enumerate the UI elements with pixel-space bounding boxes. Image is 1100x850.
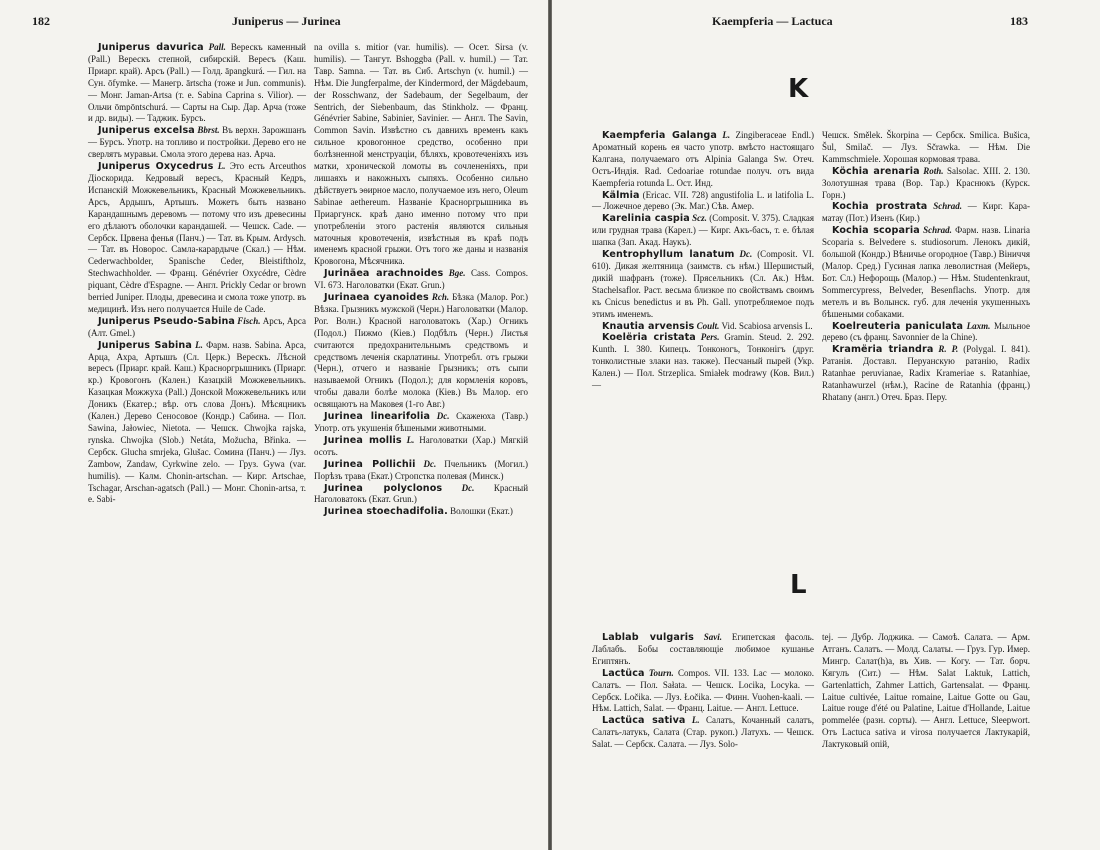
entry-headword: Lactüca bbox=[602, 667, 645, 679]
entry-text: tej. — Дубр. Лоджика. — Самоѣ. Салата. — Арм. Атганъ. Салатъ. — Молд. Салаты. — Груз. Гур. Имер. Мингр. Салат(h)a, въ Хив. — Когу. — Тат. борч. Кягулъ (Сит.) — Нѣм. Salat Laktuk, Lattich, Gartenlattich, Zahmer Lattich, Gartensalat. — Франц. Laitue cultivée, Laitue romaine, Laitue Gotte ou Gau, Laitue rouge d'été ou Palatine, Laitue d'Hollande, Laitue pommelée (разн. сорты). — Англ. Lettuce, Sleepwort. Отъ Lactuca sativa и virosa получается Лактукарій, Лактуковый опій, bbox=[822, 632, 1030, 750]
entry-author: Schrad. bbox=[933, 201, 962, 212]
dictionary-entry bbox=[314, 268, 528, 292]
entry-text: Пчельникъ (Могил.) Порѣзъ трава (Екат.) Стропстка полевая (Минск.) bbox=[314, 458, 529, 481]
entry-headword: Juniperus Pseudo-Sabina bbox=[98, 315, 235, 327]
dictionary-entry bbox=[314, 483, 528, 507]
entry-text: Чешск. Smělek. Škorpina — Сербск. Smilica. Bušica, Šul, Smilač. — Луз. Sčrawka. — Нѣм. Die Kammschmiele. Хорошая кормовая трава. bbox=[822, 130, 1030, 164]
dictionary-entry bbox=[88, 125, 306, 161]
entry-headword: Knautia arvensis bbox=[602, 320, 695, 332]
dictionary-entry bbox=[88, 316, 306, 340]
dictionary-entry bbox=[88, 340, 306, 507]
entry-author: Bbrst. bbox=[197, 125, 220, 136]
entry-headword: Jurinea stoechadifolia. bbox=[324, 506, 448, 518]
entry-author: Savi. bbox=[703, 632, 723, 642]
left-page bbox=[0, 0, 548, 850]
dictionary-entry bbox=[592, 715, 814, 751]
entry-text: Арсъ, Арса (Алт. Gmel.) bbox=[88, 315, 307, 338]
dictionary-entry bbox=[822, 632, 1030, 751]
section-letter-k: K bbox=[788, 74, 809, 104]
dictionary-entry bbox=[822, 201, 1030, 225]
entry-headword: Kochia prostrata bbox=[832, 201, 928, 213]
entry-author: Coult. bbox=[696, 320, 720, 331]
entry-text: (Ericac. VII. 728) angustifolia L. и latifolia L. — Ложечное дерево (Эк. Маг.) Сѣв. Амер. bbox=[592, 189, 814, 212]
running-head-right: Kaempferia — Lactuca bbox=[712, 14, 833, 28]
dictionary-entry bbox=[314, 459, 528, 483]
entry-author: L. bbox=[722, 130, 731, 140]
entry-headword: Kaempferia Galanga bbox=[602, 130, 717, 141]
dictionary-entry bbox=[592, 190, 814, 214]
entry-author: Dc. bbox=[436, 411, 450, 422]
right-page bbox=[552, 0, 1100, 850]
entry-text: Фарм. назв. Linaria Scoparia s. Belvedere s. studiosorum. Ленокъ дикій, большой (Кондр.) Вѣничье огородное (Тавр.) Віниччя (Малор. Сред.) Гусиная лапка леволистная (Мейеръ, Бот. Сл.) Нефорощь (Малор.) — Нѣм. Studentenkraut, Sommercypress, Belveder, Besenflachs. Употр. для метелъ и въ Волынск. губ. для леченія укушенныхъ бѣшеными собаками. bbox=[822, 225, 1030, 319]
entry-author: L. bbox=[691, 715, 700, 726]
entry-headword: Juniperus davurica bbox=[98, 42, 204, 53]
entry-headword: Juniperus Oxycedrus bbox=[98, 161, 214, 173]
dictionary-entry bbox=[822, 166, 1030, 202]
entry-text: Gramin. Steud. 2. 292. Kunth. I. 380. Кипецъ. Тонконогъ, Тонконігъ (друг. тонколистные злаки наз. также). Песчаный пырей (Укр. Кален.) — Пол. Strzeplica. Smiałek modrawy (Ков. Вил.) — bbox=[592, 332, 815, 391]
entry-headword: Kentrophyllum lanatum bbox=[602, 249, 735, 261]
entry-author: Laxm. bbox=[966, 320, 991, 331]
entry-text: na ovilla s. mitior (var. humilis). — Осет. Sirsa (v. humilis). — Тангут. Bshoggba (Pall. v. humil.) — Тат. Тавр. Samna. — Тат. въ Сиб. Artschyn (v. humil.) — Нѣм. Die Jungferpalme, der Kindermord, der Mägdebaum, der Rosschwanz, der Sadebaum, der Segelbaum, der Sentrich, der Siebenbaum, das Stinkholz. — Франц. Génévrier Sabine, Sabinier, Savinier. — Англ. The Savin, Common Savin. Извѣстно съ давнихъ временъ какъ сильное кровогонное средство, особенно при болѣзненной менструаціи, бѣляхъ, кровотеченіяхъ изъ матки, хронической ломоты въ сочлененіяхъ, при лишаяхъ и накожныхъ сыпяхъ. Особенно сильно дѣйствуетъ эѳирное масло, получаемое изъ него, Oleum Sabinae aethereum. Названіе Красноргрышника въ Приаргунск. краѣ дано именно потому что при употребленіи этого растенія являются сильныя маточныя кровотеченія, извѣстныя въ краѣ подъ именемъ красной грыжи. Отъ того же даны и названія Кровогона, Мѣсячника. bbox=[314, 42, 528, 267]
dictionary-entry bbox=[592, 213, 814, 249]
entry-text: Волошки (Екат.) bbox=[450, 506, 513, 517]
dictionary-entry bbox=[592, 632, 814, 668]
entry-text: Египетская фасоль. Лаблабъ. Бобы составляющіе любимое кушанье Египтянъ. bbox=[592, 632, 815, 666]
entry-text: Въ верхн. Зарожшанъ — Бурсъ. Употр. на топливо и постройки. Дерево его не сверлятъ муравьи. Смола этого дерева наз. Арча. bbox=[88, 125, 307, 160]
dictionary-entry bbox=[592, 130, 814, 190]
entry-headword: Köchia arenaria bbox=[832, 165, 920, 177]
dictionary-entry bbox=[822, 130, 1030, 166]
entry-text: Наголоватки (Хар.) Мягкій осотъ. bbox=[314, 434, 529, 457]
entry-author: Bge. bbox=[448, 268, 466, 279]
entry-headword: Jurinäea arachnoides bbox=[324, 268, 444, 280]
entry-headword: Jurinea linearifolia bbox=[324, 411, 431, 423]
dictionary-entry bbox=[822, 344, 1030, 404]
entry-headword: Koelreuteria paniculata bbox=[832, 320, 964, 332]
entry-headword: Kramëria triandra bbox=[832, 344, 934, 356]
dictionary-entry bbox=[88, 161, 306, 316]
entry-headword: Kochia scoparia bbox=[832, 225, 920, 237]
entry-author: Dc. bbox=[423, 458, 437, 469]
entry-author: Fisch. bbox=[237, 315, 261, 326]
entry-text: (Composit. V. 375). Сладкая или грудная трава (Карел.) — Кирг. Акъ-басъ, т. е. бѣлая шапка (Зап. Акад. Наукъ). bbox=[592, 213, 815, 248]
entry-author: L. bbox=[406, 434, 415, 445]
dictionary-entry bbox=[314, 292, 528, 411]
entry-text: — Кирг. Кара-матау (Пот.) Изенъ (Кир.) bbox=[822, 201, 1031, 224]
dictionary-entry bbox=[314, 506, 528, 518]
k-column-2 bbox=[822, 130, 1030, 404]
entry-text: Салатъ, Кочанный салатъ, Салатъ-латукъ, Салата (Стар. рукоп.) Латухъ. — Чешск. Salat. — Сербск. Салата. — Луз. Solo- bbox=[592, 715, 815, 750]
dictionary-entry bbox=[592, 332, 814, 392]
dictionary-entry bbox=[314, 411, 528, 435]
entry-text: Compos. VII. 133. Lac — молоко. Салатъ. — Пол. Sałata. — Чешск. Locika, Locyka. — Сербск. Ločika. — Луз. Łočika. — Финн. Vuohen-kaali. — Нѣм. Lattich, Salat. — Франц. Laitue. — Англ. Lettuce. bbox=[592, 667, 815, 714]
entry-author: Rch. bbox=[431, 292, 450, 303]
left-column-1 bbox=[88, 42, 306, 506]
entry-headword: Lactüca sativa bbox=[602, 715, 686, 727]
k-column-1 bbox=[592, 130, 814, 392]
entry-headword: Jurinea mollis bbox=[324, 434, 402, 446]
l-column-1 bbox=[592, 632, 814, 751]
page-number-left: 182 bbox=[32, 14, 50, 28]
entry-text: Это есть Arceuthos Діоскорида. Кедровый вересъ, Красный Кедръ, Испанскій Можжевельникъ, Красный Можжевельникъ. Арсъ, Ардышъ, Артышъ. Можетъ быть названо Карандашнымъ деревомъ — потому что изъ древесины его дѣлаютъ оболочки карандашей. — Чешск. Cade. — Сербск. Црвена фенья (Панч.) — Тат. въ Крым. Ardysch. — Тат. въ Новорос. Самла-карардыче (Скал.) — Нѣм. Cederwachbolder, Spanische Ceder, Bleistiftholz, Stechwachholder. — Франц. Génévrier Oxycédre, Cèdre piquant, Cèdre d'Espagne. — Англ. Prickly Cedar or brown berried Juniper. Плоды, древесина и смола тоже употр. въ медицинѣ. Изъ него получается Huile de Cade. bbox=[88, 161, 307, 314]
entry-headword: Karelinia caspia bbox=[602, 213, 690, 225]
entry-text: Скажеюха (Тавр.) Употр. отъ укушенія бѣшеными животными. bbox=[314, 411, 529, 433]
dictionary-entry bbox=[822, 225, 1030, 320]
entry-text: Красный Наголоватокъ (Екат. Grun.) bbox=[314, 482, 529, 505]
entry-text: (Composit. VI. 610). Дикая желтяница (заимств. съ нѣм.) Шершистый, дикій шафранъ (тоже). Прясельникъ (Сл. Ак.) Нѣм. Stachelsaflor. Раст. весьма близкое по свойствамъ своимъ къ Cnicus benedictus и въ Ph. Gall. употребляемое подъ этимъ именемъ. bbox=[592, 249, 814, 319]
entry-headword: Jurinea polyclonos bbox=[324, 482, 443, 494]
entry-author: Schrad. bbox=[923, 225, 952, 236]
l-column-2 bbox=[822, 632, 1030, 751]
dictionary-entry bbox=[822, 321, 1030, 345]
entry-text: (Polygal. I. 841). Ратанія. Доставл. Перуанскую ратанію, Radix Ratanhae peruvianae, Radix Krameriae s. Ratanhiae, Ratanhawurzel (нѣм.), Racine de Ratanhia (франц.) Rhatany (англ.) Отеч. Браз. Перу. bbox=[822, 344, 1030, 402]
entry-headword: Lablab vulgaris bbox=[602, 632, 694, 643]
page-number-right: 183 bbox=[1010, 14, 1028, 28]
entry-text: Zingiberaceae Endl.) Ароматный корень ея часто употр. вмѣсто настоящаго Калгана, получаемаго отъ Alpinia Galanga Sw. Отеч. Остъ-Индія. Rad. Cedoariae rotundae получ. отъ вида Kaempferia rotunda L. Ост. Инд. bbox=[592, 130, 815, 188]
entry-text: Фарм. назв. Sabina. Арса, Арца, Ахра, Артышъ (Сл. Церк.) Верескъ. Лѣсной вересъ (Приарг. край. Каш.) Красноргрышникъ (Приарг. кр.) Кровогонъ (Кален.) Казацкій Можжевельникъ. Казацкая Можжуха (Pall.) Донской Можжевельникъ или Доникъ (Екатер.; вѣр. отъ слова Донъ). Мѣсяцникъ (Кален.) Дерево Сеносовое (Кондр.) Сабина. — Пол. Sawina, Jałowiec, Nietota. — Чешск. Chwojka rajska, rynska. Chwojka (Slob.) Netáta, Možucha, Břinka. — Сербск. Glucha smrjeka, Glušac. Сомина (Панч.) — Луз. Zambow, Zandaw, Cyrkwine zelo. — Груз. Gywa (var. humilis). — Калм. Chonin-artschan. — Кирг. Artschae, Tschagar, Arschan-agatsch (Pall.) — Монг. Chonin-artsa, т. е. Sabi- bbox=[88, 339, 307, 505]
entry-headword: Koelëria cristata bbox=[602, 332, 696, 344]
entry-text: Верескъ каменный (Pall.) Верескъ степной, сибирскій. Вересъ (Каш. Приарг. край). Арсъ (Pall.) — Голд. āpangkurá. — Гил. на Сун. ōfymke. — Манегр. ārtscha (тоже и Jun. communis). — Монг. Jaman-Artsa (т. е. Sabina Caprina s. Vilior). — Ольчи ōmpōntschurá. — Сарты на Сыр. Дар. Арча (тоже и др. виды). — Таджик. Бурсъ. bbox=[88, 42, 306, 124]
entry-headword: Kälmia bbox=[602, 189, 640, 201]
section-letter-l: L bbox=[790, 570, 807, 600]
entry-author: L. bbox=[195, 339, 203, 350]
entry-author: Scz. bbox=[692, 213, 707, 224]
entry-headword: Jurinea Pollichii bbox=[324, 458, 416, 470]
entry-text: Vid. Scabiosa arvensis L. bbox=[721, 320, 813, 331]
dictionary-entry bbox=[314, 42, 528, 268]
dictionary-entry bbox=[314, 435, 528, 459]
left-column-2 bbox=[314, 42, 528, 518]
running-head-left: Juniperus — Jurinea bbox=[232, 14, 341, 28]
entry-headword: Juniperus excelsa bbox=[98, 125, 195, 137]
entry-text: Cass. Compos. VI. 673. Наголоватки (Екат. Grun.) bbox=[314, 268, 528, 291]
entry-text: Бѣзка (Малор. Рог.) Вѣзка. Грызникъ мужской (Черн.) Наголоватки (Малор. Рог. Волн.) Красной наголоватокъ (Хар.) Огникъ (Подол.) Пижмо (Кіев.) Подбѣлъ (Черн.) Листья считаются предохранительнымъ средствомъ и средствомъ леченія скарлатины. Употребл. отъ грыжи (Черн.), отчего и названіе Грызникъ; отъ сыпи называемой Огникъ (Подол.); для кормленія коровъ, чтобы давали болѣе молока (Кіев.) Въ Малор. его освящаютъ на Маковея (1-го Авг.) bbox=[314, 292, 528, 410]
dictionary-entry bbox=[592, 668, 814, 716]
entry-author: Tourn. bbox=[648, 667, 674, 678]
entry-text: Salsolac. XIII. 2. 130. Золотушная трава (Вор. Тар.) Краснюкъ (Курск. Горн.) bbox=[822, 165, 1030, 200]
dictionary-entry bbox=[88, 42, 306, 125]
entry-text: Мыльное дерево (съ франц. Savonnier de la Chine). bbox=[822, 320, 1031, 343]
entry-author: R. P. bbox=[938, 344, 959, 355]
entry-author: Pall. bbox=[208, 42, 226, 52]
entry-headword: Juniperus Sabina bbox=[98, 339, 192, 351]
entry-author: Dc. bbox=[739, 249, 753, 260]
entry-author: Pers. bbox=[700, 332, 720, 343]
entry-author: Roth. bbox=[923, 165, 944, 176]
entry-author: L. bbox=[217, 161, 226, 172]
entry-headword: Jurinaea cyanoides bbox=[324, 292, 429, 304]
dictionary-entry bbox=[592, 321, 814, 333]
dictionary-entry bbox=[592, 249, 814, 320]
entry-author: Dc. bbox=[461, 482, 475, 493]
